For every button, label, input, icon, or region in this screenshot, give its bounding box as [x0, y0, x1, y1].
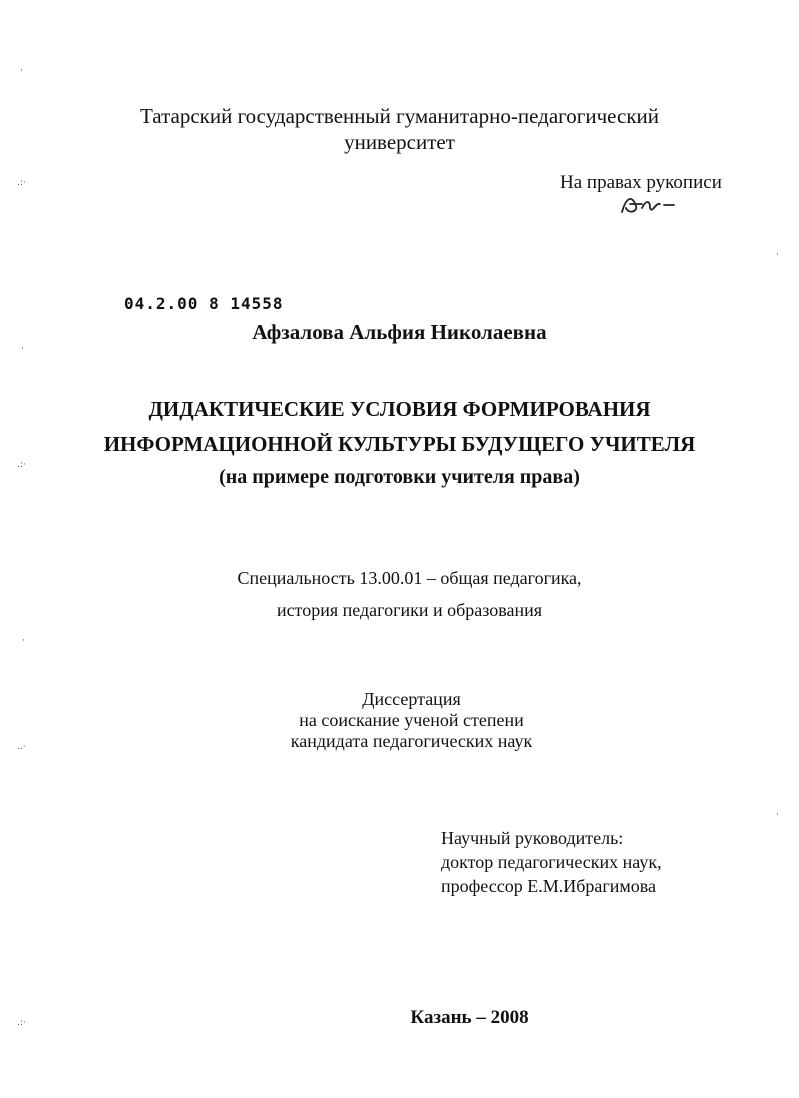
- scan-speck: .:·: [17, 460, 26, 470]
- title-line-1: ДИДАКТИЧЕСКИЕ УСЛОВИЯ ФОРМИРОВАНИЯ: [148, 397, 651, 421]
- dissertation-line-3: кандидата педагогических наук: [290, 731, 533, 751]
- dissertation-line-1: Диссертация: [362, 689, 461, 709]
- advisor-line-3: профессор Е.М.Ибрагимова: [441, 876, 657, 896]
- advisor-line-2: доктор педагогических наук,: [441, 852, 662, 872]
- dissertation-title: [0, 392, 799, 462]
- title-line-2: ИНФОРМАЦИОННОЙ КУЛЬТУРЫ БУДУЩЕГО УЧИТЕЛЯ: [103, 432, 696, 456]
- specialty-line-1: Специальность 13.00.01 – общая педагогика,: [237, 568, 582, 588]
- dissertation-subtitle: (на примере подготовки учителя права): [219, 466, 580, 488]
- advisor-line-1: Научный руководитель:: [441, 828, 624, 848]
- author-name: Афзалова Альфия Николаевна: [252, 320, 547, 344]
- place-and-year: Казань – 2008: [410, 1007, 529, 1028]
- university-name: [0, 103, 799, 155]
- author-signature: [616, 190, 676, 220]
- dissertation-type: [0, 689, 799, 752]
- scan-speck: ..·: [17, 742, 26, 752]
- scientific-advisor: [441, 826, 781, 898]
- manuscript-rights: На правах рукописи: [560, 172, 722, 193]
- university-line-1: Татарский государственный гуманитарно-педагогический: [139, 104, 659, 128]
- scan-speck: ·: [20, 66, 23, 76]
- specialty-line-2: история педагогики и образования: [276, 600, 543, 620]
- scan-speck: ·: [22, 636, 25, 646]
- scan-speck: ·: [776, 250, 779, 260]
- university-line-2: университет: [344, 130, 455, 154]
- scan-speck: .:·: [17, 1018, 26, 1028]
- scan-speck: .:·: [17, 178, 26, 188]
- scan-speck: ·: [21, 344, 24, 354]
- archive-stamp-code: 04.2.00 8 14558: [124, 294, 284, 313]
- scan-speck: ·: [776, 810, 779, 820]
- specialty: [0, 562, 799, 626]
- dissertation-line-2: на соискание ученой степени: [299, 710, 524, 730]
